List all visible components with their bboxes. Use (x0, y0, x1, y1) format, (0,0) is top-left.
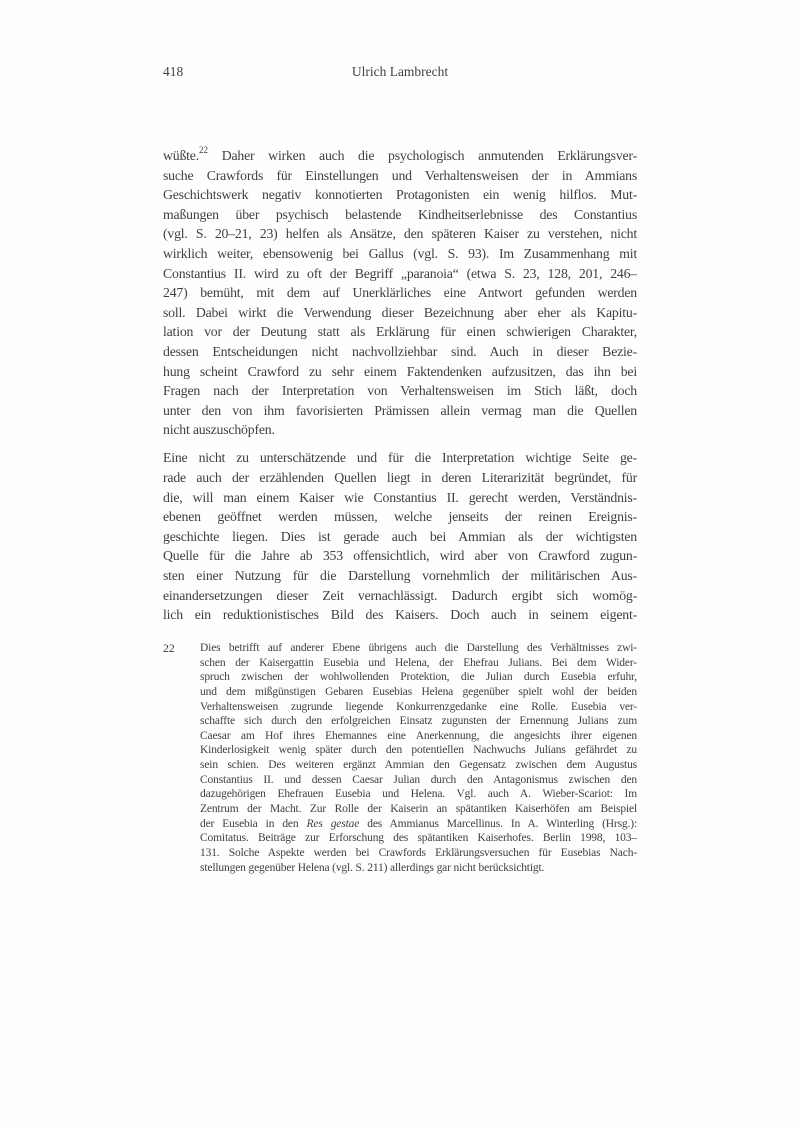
text-line: sten einer Nutzung für die Darstellung vornehmlich der militärischen Aus- (163, 567, 637, 583)
footnote-text (200, 641, 637, 875)
text-line: 247) bemüht, mit dem auf Unerklärliches eine Antwort gefunden werden (163, 285, 637, 301)
footnote-line: dazugehörigen Ehefrauen Eusebia und Helena. Vgl. auch A. Wieber-Scariot: Im (200, 788, 637, 801)
footnote-lines-a (200, 641, 637, 817)
text-line: geschichte liegen. Dies ist gerade auch bei Ammian als der wichtigsten (163, 528, 637, 544)
text-line: Geschichtswerk negativ konnotierten Protagonisten ein wenig hilflos. Mut- (163, 187, 637, 203)
text-line: einandersetzungen dieser Zeit vernachlässigt. Dadurch ergibt sich womög- (163, 587, 637, 603)
text-line: Fragen nach der Interpretation von Verhaltensweisen im Stich läßt, doch (163, 383, 637, 399)
footnote-line: Kinderlosigkeit wenig später durch den potentiellen Nachwuchs Julians gefährdet zu (200, 744, 637, 757)
paragraph-1 (163, 146, 637, 440)
footnote-line: schen der Kaisergattin Eusebia und Helena, der Ehefrau Julians. Bei dem Wider- (200, 656, 637, 669)
footnote-line: und dem mißgünstigen Gebaren Eusebias Helena gegenüber spielt wohl der beiden (200, 685, 637, 698)
footnote-line: schaffte sich durch den erfolgreichen Einsatz zugunsten der Ernennung Julians zum (200, 715, 637, 728)
text-line: (vgl. S. 20–21, 23) helfen als Ansätze, den späteren Kaiser zu verstehen, nicht (163, 226, 637, 242)
footnote-lines-b (200, 831, 637, 860)
text-line: die, will man einem Kaiser wie Constantius II. gerecht werden, Verständnis- (163, 489, 637, 505)
text-line: lich ein reduktionistisches Bild des Kaisers. Doch auch in seinem eigent- (163, 607, 637, 623)
paragraph-1-lines (163, 166, 637, 421)
footnote-marker: 22 (198, 146, 208, 156)
footnote-line: Zentrum der Macht. Zur Rolle der Kaiserin an spätantiken Kaiserhöfen am Beispiel (200, 803, 637, 816)
text-line: dessen Entscheidungen nicht nachvollziehbar sind. Auch in dieser Bezie- (163, 343, 637, 359)
text-line: suche Crawfords für Einstellungen und Verhaltensweisen der in Ammians (163, 167, 637, 183)
main-text-block (163, 146, 637, 625)
text-line: Eine nicht zu unterschätzende und für die Interpretation wichtige Seite ge- (163, 450, 637, 466)
text-segment: der Eusebia in den (200, 817, 307, 830)
text-line: Constantius II. wird zu oft der Begriff „paranoia“ (etwa S. 23, 128, 201, 246– (163, 265, 637, 281)
footnote-line: Constantius II. und dessen Caesar Julian durch den Antagonismus zwischen den (200, 773, 637, 786)
text-line: Quelle für die Jahre ab 353 offensichtlich, wird aber von Crawford zugun- (163, 548, 637, 564)
text-line: maßungen über psychisch belastende Kindheitserlebnisse des Constantius (163, 206, 637, 222)
text-line: lation vor der Deutung statt als Erklärung für einen schwierigen Charakter, (163, 324, 637, 340)
text-segment: wüßte. (163, 148, 199, 163)
italic-work-title: Res gestae (306, 817, 360, 830)
text-line: hung scheint Crawford zu sehr einem Faktendenken aufzusitzen, das ihn bei (163, 363, 637, 379)
text-line: wirklich weiter, ebensowenig bei Gallus (vgl. S. 93). Im Zusammenhang mit (163, 245, 637, 261)
footnote-line: stellungen gegenüber Helena (vgl. S. 211) allerdings gar nicht berücksichtigt. (200, 861, 545, 874)
page-number: 418 (163, 64, 184, 79)
running-head: Ulrich Lambrecht (351, 64, 449, 79)
text-line (163, 146, 637, 166)
footnote-line: Caesar am Hof ihres Ehemannes eine Anerkennung, die angesichts ihrer eigenen (200, 729, 637, 742)
paragraph-2 (163, 448, 637, 624)
footnote-line: Dies betrifft auf anderer Ebene übrigens auch die Darstellung des Verhältnisses zwi- (200, 642, 637, 654)
footnote-line: spruch zwischen der wohlwollenden Protektion, die Julian durch Eusebia erfuhr, (200, 671, 637, 684)
text-line: nicht auszuschöpfen. (163, 422, 275, 438)
footnote-22 (163, 641, 637, 875)
text-line: unter den von ihm favorisierten Prämissen allein vermag man die Quellen (163, 402, 637, 418)
text-line: soll. Dabei wirkt die Verwendung dieser Bezeichnung aber eher als Kapitu- (163, 304, 637, 320)
footnote-line (200, 817, 637, 832)
text-line: rade auch der erzählenden Quellen liegt in deren Literarizität begründet, für (163, 470, 637, 485)
text-segment: Daher wirken auch die psychologisch anmutenden Erklärungsver- (207, 148, 637, 163)
footnote-line: Verhaltensweisen zugrunde liegende Konkurrenzgedanke eine Rolle. Eusebia ver- (200, 700, 637, 713)
text-segment: des Ammianus Marcellinus. In A. Winterling (Hrsg.): (359, 817, 637, 830)
footnote-number: 22 (163, 641, 175, 655)
page-header (163, 64, 637, 80)
footnote-line: sein schien. Des weiteren ergänzt Ammian den Gegensatz zwischen dem Augustus (200, 759, 637, 772)
footnote-line: 131. Solche Aspekte werden bei Crawfords Erklärungsversuchen für Eusebias Nach- (200, 846, 637, 859)
paragraph-2-lines (163, 448, 637, 624)
footnote-line: Comitatus. Beiträge zur Erforschung des spätantiken Kaiserhofes. Berlin 1998, 103– (200, 832, 637, 845)
text-line: ebenen geöffnet werden müssen, welche jenseits der reinen Ereignis- (163, 509, 637, 525)
